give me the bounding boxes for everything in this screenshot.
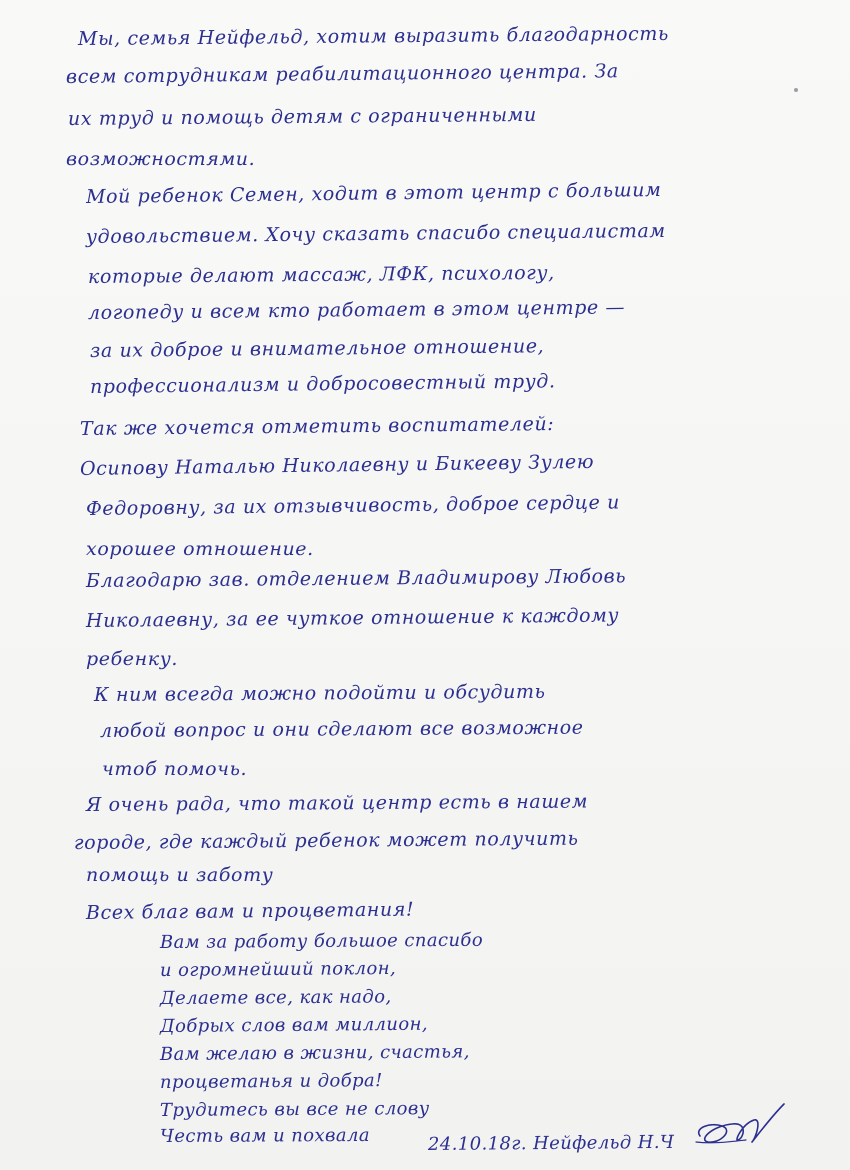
letter-line: ребенку. [86,648,178,670]
poem-line: процветанья и добра! [159,1070,383,1093]
letter-line: за их доброе и внимательное отношение, [89,335,545,362]
letter-line: Благодарю зав. отделением Владимирову Любовь [85,565,627,592]
letter-line: городе, где каждый ребенок может получить [73,827,579,854]
letter-line: Осипову Наталью Николаевну и Бикеeву Зулею [79,450,595,480]
letter-line: Федоровну, за их отзывчивость, доброе сердце и [85,491,621,520]
letter-line: профессионализм и добросовестный труд. [89,370,556,398]
poem-line: Вам за работу большое спасибо [159,929,484,953]
letter-line: возможностями. [66,148,256,170]
letter-line: Мы, семья Нейфельд, хотим выразить благодарность [77,22,669,50]
poem-line: и огромнейший поклон, [159,957,397,981]
letter-line: чтоб помочь. [102,758,248,780]
letter-line: Николаевну, за ее чуткое отношение к каждому [85,604,620,632]
signature-drawing [688,1098,798,1158]
poem-line: Трудитесь вы все не слову [159,1098,430,1121]
letter-line: любой вопрос и они сделают все возможное [99,716,584,742]
letter-line: хорошее отношение. [86,538,314,560]
letter-line: Мой ребенок Семен, ходит в этот центр с большим [85,178,662,208]
paper-mark [794,88,798,92]
letter-line: помощь и заботу [86,864,274,886]
poem-line: Вам желаю в жизни, счастья, [159,1041,470,1065]
letter-line: Так же хочется отметить воспитателей: [79,413,555,440]
letter-line: всем сотрудникам реабилитационного центра. За [65,60,619,88]
letter-line: Я очень рада, что такой центр есть в нашем [85,790,589,816]
letter-line: Всех благ вам и процветания! [85,898,415,924]
poem-line: Добрых слов вам миллион, [159,1013,429,1037]
date-and-name: 24.10.18г. Нейфельд Н.Ч [427,1131,675,1155]
letter-line: которые делают массаж, ЛФК, психологу, [87,261,555,288]
poem-line: Делаете все, как надо, [159,986,392,1009]
letter-line: удовольствием. Хочу сказать спасибо специалистам [85,219,666,248]
letter-line: логопеду и всем кто работает в этом центре — [87,296,626,324]
letter-line: их труд и помощь детям с ограниченными [67,103,537,130]
letter-line: К ним всегда можно подойти и обсудить [93,680,546,706]
poem-line: Честь вам и похвала [159,1124,371,1147]
